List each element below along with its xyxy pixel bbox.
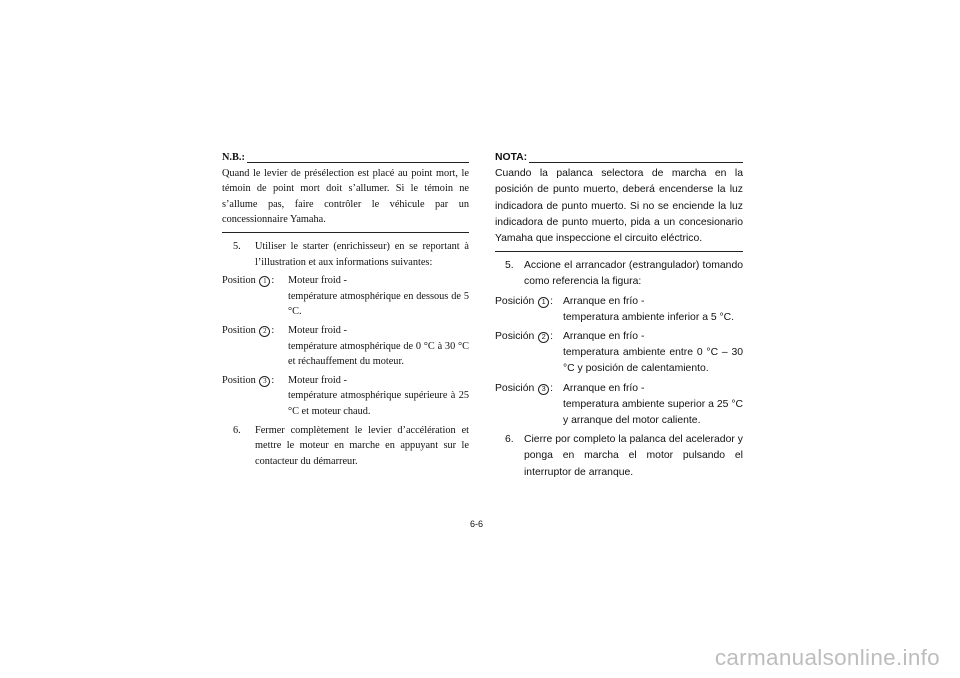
note-text: Cuando la palanca selectora de marcha en la posición de punto muerto, deberá encenderse la luz indicadora de punto muerto. Si no se enciende la luz indicadora de punto muerto, pida a un concesionario Yamaha que inspeccione el circuito eléctrico. xyxy=(495,168,743,245)
note-header xyxy=(495,150,743,166)
step-number: 6. xyxy=(233,424,241,436)
note-end-rule xyxy=(222,232,469,233)
circled-number: 1 xyxy=(259,276,270,287)
position-item xyxy=(222,273,469,320)
note-rule xyxy=(529,162,743,163)
position-item xyxy=(222,373,469,420)
position-label: Position 3 : xyxy=(222,374,275,386)
note-header xyxy=(222,150,469,166)
position-label: Posición 1 : xyxy=(495,295,554,307)
circled-number: 2 xyxy=(538,332,549,343)
position-title: Moteur froid - xyxy=(288,374,347,386)
position-item xyxy=(495,329,743,378)
position-body xyxy=(288,323,469,370)
position-desc: température atmosphérique supérieure à 25 °C et moteur chaud. xyxy=(288,390,469,417)
position-label: Position 2 : xyxy=(222,324,275,336)
position-title: Moteur froid - xyxy=(288,324,347,336)
position-desc: temperatura ambiente superior a 25 °C y arranque del motor caliente. xyxy=(563,398,743,427)
step-6 xyxy=(495,432,743,481)
note-text: Quand le levier de présélection est placé au point mort, le témoin de point mort doit s’allumer. Si le témoin ne s’allume pas, faire contrôler le véhicule par un concessionnaire Yamaha. xyxy=(222,167,469,226)
position-desc: température atmosphérique en dessous de 5 °C. xyxy=(288,290,469,318)
note-rule xyxy=(247,162,469,163)
position-title: Arranque en frío - xyxy=(563,295,645,307)
step-text: Utiliser le starter (enrichisseur) en se reportant à l’illustration et aux informations suivantes: xyxy=(255,240,469,268)
position-item xyxy=(495,381,743,430)
step-text: Cierre por completo la palanca del acelerador y ponga en marcha el motor pulsando el interruptor de arranque. xyxy=(524,434,743,478)
note-end-rule xyxy=(495,251,743,252)
page-number: 6-6 xyxy=(470,519,484,529)
step-6 xyxy=(222,423,469,470)
watermark: carmanualsonline.info xyxy=(714,645,940,670)
spanish-column xyxy=(495,150,743,481)
position-title: Arranque en frío - xyxy=(563,382,645,394)
position-label: Posición 2 : xyxy=(495,331,554,343)
circled-number: 1 xyxy=(538,297,549,308)
circled-number: 3 xyxy=(259,376,270,387)
note-label: NOTA: xyxy=(495,152,528,163)
step-number: 5. xyxy=(233,240,241,252)
note-label: N.B.: xyxy=(222,152,245,163)
position-title: Moteur froid - xyxy=(288,275,347,287)
step-number: 6. xyxy=(505,434,514,446)
position-body xyxy=(563,381,743,430)
step-text: Fermer complètement le levier d’accélération et mettre le moteur en marche en appuyant sur le contacteur du démarreur. xyxy=(255,424,469,467)
circled-number: 3 xyxy=(538,384,549,395)
position-item xyxy=(495,294,743,326)
circled-number: 2 xyxy=(259,326,270,337)
position-body xyxy=(288,373,469,420)
step-number: 5. xyxy=(505,260,514,272)
position-item xyxy=(222,323,469,370)
french-column xyxy=(222,150,469,469)
step-text: Accione el arrancador (estrangulador) tomando como referencia la figura: xyxy=(524,260,743,288)
position-desc: temperatura ambiente inferior a 5 °C. xyxy=(563,311,735,323)
step-5 xyxy=(222,239,469,270)
position-label: Position 1 : xyxy=(222,275,275,287)
position-body xyxy=(563,329,743,378)
position-title: Arranque en frío - xyxy=(563,331,645,343)
position-body xyxy=(288,273,469,320)
position-label: Posición 3 : xyxy=(495,382,554,394)
position-body xyxy=(563,294,743,326)
step-5 xyxy=(495,258,743,290)
position-desc: temperatura ambiente entre 0 °C – 30 °C y posición de calentamiento. xyxy=(563,347,743,375)
position-desc: température atmosphérique de 0 °C à 30 °C et réchauffement du moteur. xyxy=(288,340,469,368)
